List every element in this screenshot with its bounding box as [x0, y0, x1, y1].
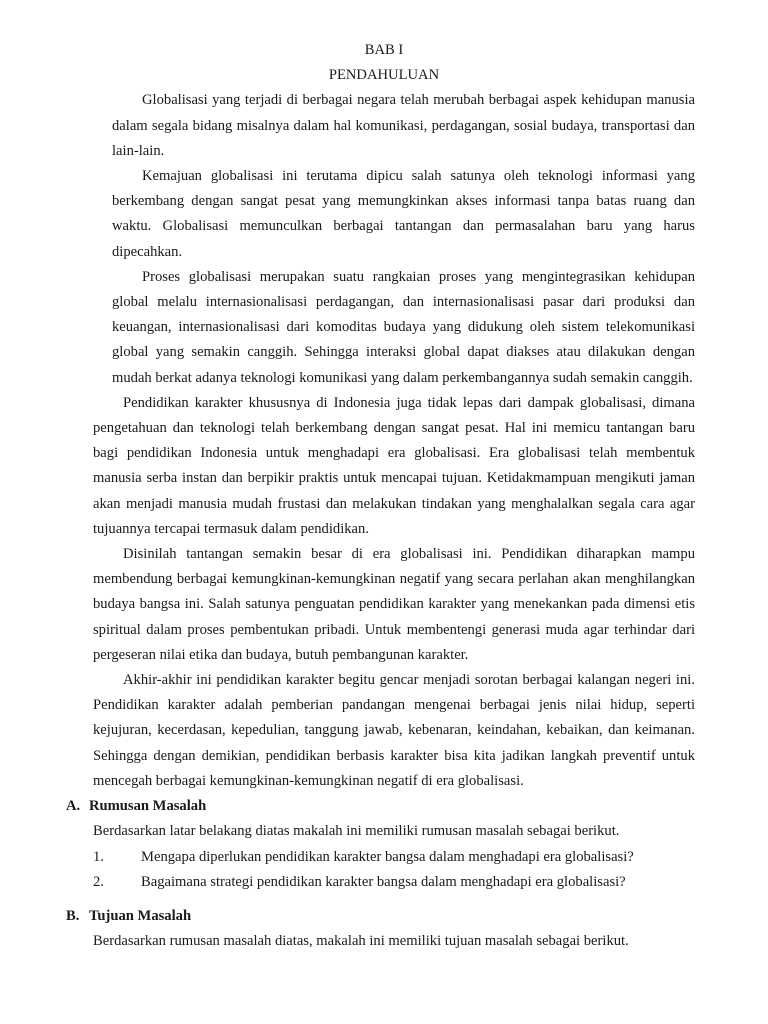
section-letter: A.: [66, 798, 81, 815]
section-intro: Berdasarkan latar belakang diatas makalah ini memiliki rumusan masalah sebagai berikut.: [93, 823, 620, 840]
chapter-title: PENDAHULUAN: [328, 67, 440, 84]
paragraph-globalisasi: Globalisasi yang terjadi di berbagai negara telah merubah berbagai aspek kehidupan manusia dalam segala bidang misalnya dalam hal komunikasi, perdagangan, sosial budaya, transportasi dan lain-lain.: [112, 92, 695, 159]
section-heading-tujuan: [66, 904, 768, 929]
list-number: 2.: [93, 873, 104, 890]
spacer: [0, 895, 768, 904]
paragraph-kemajuan: Kemajuan globalisasi ini terutama dipicu salah satunya oleh teknologi informasi yang berkembang dengan sangat pesat yang memungkinkan akses informasi tanpa batas ruang dan waktu. Globalisasi memunculkan berbagai tantangan dan permasalahan baru yang harus dipecahkan.: [112, 168, 695, 260]
paragraph-tantangan: Disinilah tantangan semakin besar di era globalisasi ini. Pendidikan diharapkan mampu membendung berbagai kemungkinan-kemungkinan negatif yang secara perlahan akan menghilangkan budaya bangsa ini. Salah satunya penguatan pendidikan karakter yang menekankan pada dimensi etis spiritual dalam proses pembentukan pribadi. Untuk membentengi generasi muda agar terhindar dari pergeseran nilai etika dan budaya, butuh pembangunan karakter.: [93, 546, 695, 663]
list-text: Mengapa diperlukan pendidikan karakter bangsa dalam menghadapi era globalisasi?: [141, 848, 634, 865]
section-title: Tujuan Masalah: [89, 907, 192, 924]
paragraph-akhir-akhir: Akhir-akhir ini pendidikan karakter begitu gencar menjadi sorotan berbagai kalangan negeri ini. Pendidikan karakter adalah pemberian pandangan mengenai berbagai jenis nilai hidup, seperti kejujuran, kecerdasan, kepedulian, tanggung jawab, kebenaran, keindahan, kebaikan, dan keimanan. Sehingga dengan demikian, pendidikan berbasis karakter bisa kita jadikan langkah preventif untuk mencegah berbagai kemungkinan-kemungkinan negatif di era globalisasi.: [93, 672, 695, 789]
paragraph-proses: Proses globalisasi merupakan suatu rangkaian proses yang mengintegrasikan kehidupan global melalu internasionalisasi perdagangan, dan internasionalisasi pasar dari produksi dan keuangan, internasionalisasi dari komoditas budaya yang didukung oleh sistem telekomunikasi global yang semakin canggih. Sehingga interaksi global dapat diakses atau dilakukan dengan mudah berkat adanya teknologi komunikasi yang dalam perkembangannya sudah semakin canggih.: [112, 268, 695, 386]
list-item: [93, 845, 768, 870]
section-intro: Berdasarkan rumusan masalah diatas, makalah ini memiliki tujuan masalah sebagai berikut.: [93, 933, 629, 950]
list-number: 1.: [93, 848, 104, 865]
section-title: Rumusan Masalah: [89, 798, 207, 815]
paragraph-pendidikan-karakter: Pendidikan karakter khususnya di Indonesia juga tidak lepas dari dampak globalisasi, dimana pengetahuan dan teknologi telah berkembang dengan sangat pesat. Hal ini memicu tantangan baru bagi pendidikan Indonesia untuk menghadapi era globalisasi. Era globalisasi telah membentuk manusia serba instan dan berpikir praktis untuk mencapai tujuan. Ketidakmampuan mengikuti jaman akan menjadi manusia mudah frustasi dan melakukan tindakan yang menghalalkan segala cara agar tujuannya tercapai termasuk dalam pendidikan.: [93, 394, 695, 537]
section-letter: B.: [66, 907, 80, 924]
list-text: Bagaimana strategi pendidikan karakter bangsa dalam menghadapi era globalisasi?: [141, 873, 626, 890]
section-heading-rumusan: [66, 794, 768, 819]
list-item: [93, 870, 768, 895]
chapter-number: BAB I: [364, 42, 404, 58]
